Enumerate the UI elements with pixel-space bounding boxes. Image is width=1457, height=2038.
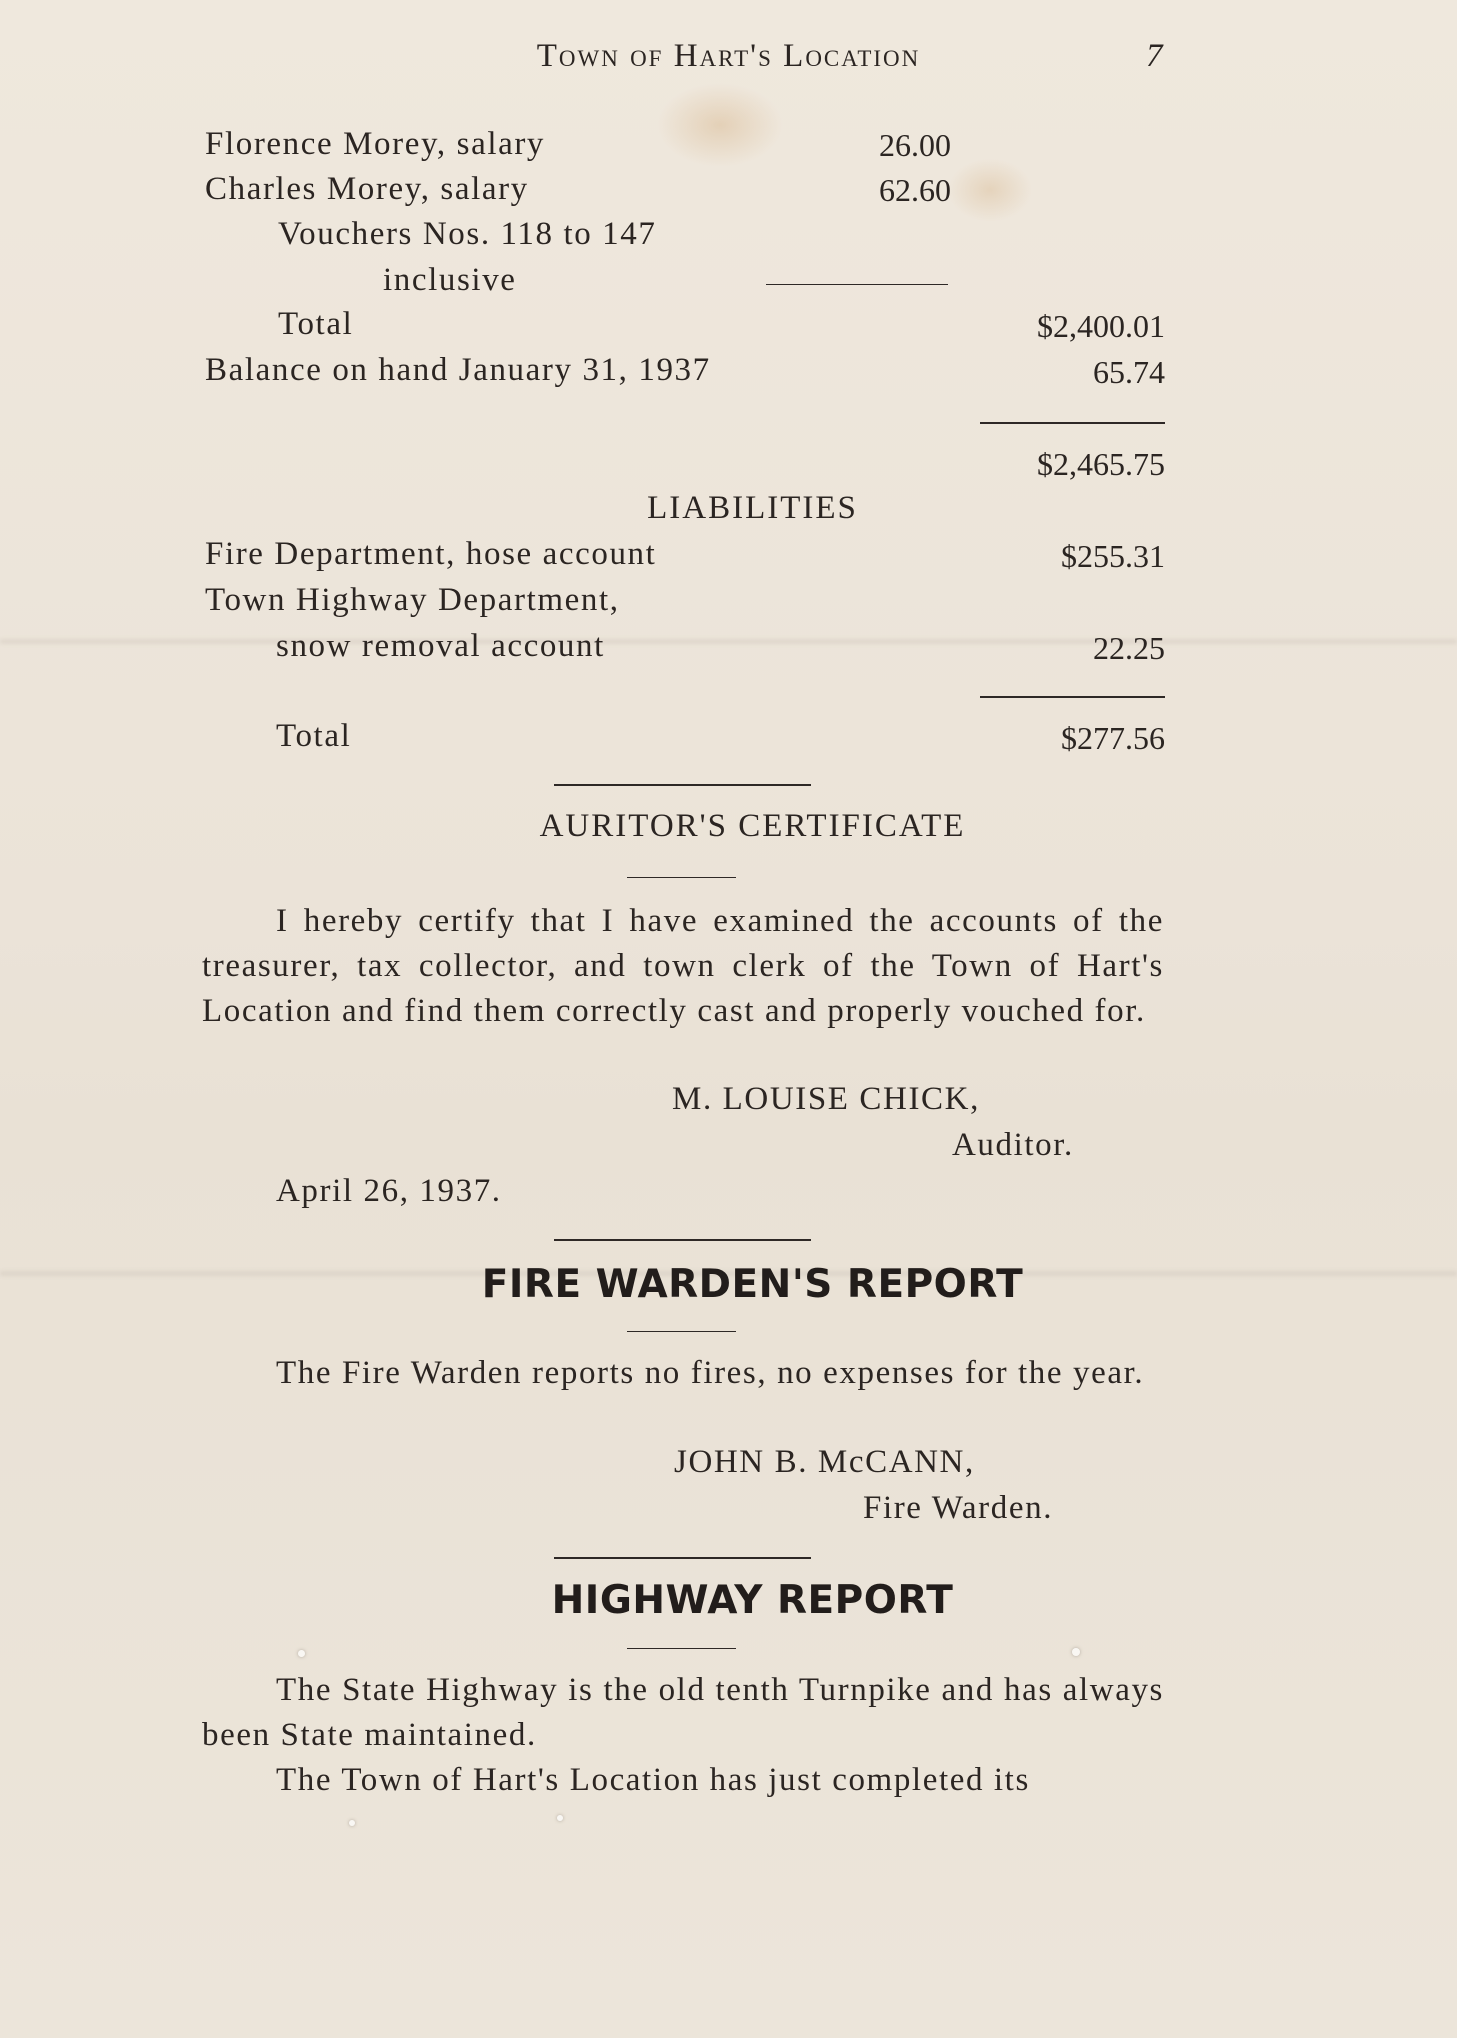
short-divider — [627, 1648, 736, 1649]
highway-heading: HIGHWAY REPORT — [551, 1578, 954, 1623]
fire-warden-body-text: The Fire Warden reports no fires, no expenses for the year. — [276, 1355, 1145, 1391]
section-divider — [554, 1557, 811, 1559]
liability-amount: 22.25 — [1093, 630, 1165, 666]
highway-paragraph: The Town of Hart's Location has just completed its — [276, 1762, 1030, 1798]
vouchers-line: Vouchers Nos. 118 to 147 — [278, 216, 657, 252]
total-value: $2,400.01 — [1037, 308, 1165, 344]
auditor-date: April 26, 1937. — [276, 1173, 502, 1209]
auditor-body-text: I hereby certify that I have examined the accounts of the treasurer, tax collector, and town clerk of the Town of Hart's Location and find them correctly cast and properly vouched for. — [202, 903, 1164, 1029]
sum-rule — [980, 696, 1165, 698]
payment-amount: 62.60 — [879, 172, 951, 208]
section-divider — [554, 784, 811, 786]
liabilities-heading: LIABILITIES — [647, 490, 858, 526]
paper-blemish — [557, 1815, 563, 1821]
payment-label: Charles Morey, salary — [205, 171, 529, 207]
page-number: 7 — [1146, 38, 1163, 74]
short-divider — [627, 877, 736, 878]
highway-body — [202, 1668, 1164, 1803]
sum-rule — [980, 422, 1165, 424]
liabilities-total-value: $277.56 — [1061, 720, 1165, 756]
auditor-body — [202, 899, 1164, 1034]
total-label: Total — [278, 306, 354, 342]
auditor-heading: AURITOR'S CERTIFICATE — [539, 808, 966, 844]
liabilities-total-label: Total — [276, 718, 352, 754]
grand-total: $2,465.75 — [1037, 446, 1165, 482]
payment-amount: 26.00 — [879, 127, 951, 163]
short-divider — [627, 1331, 736, 1332]
subtotal-rule — [766, 284, 948, 285]
balance-label: Balance on hand January 31, 1937 — [205, 352, 711, 388]
payment-label: Florence Morey, salary — [205, 126, 546, 162]
fire-warden-signature-name: JOHN B. McCANN, — [674, 1444, 975, 1480]
section-divider — [554, 1239, 811, 1241]
liability-amount: $255.31 — [1061, 538, 1165, 574]
paper-blemish — [1072, 1648, 1080, 1656]
paper-fold-crease — [0, 640, 1457, 643]
auditor-signature-name: M. LOUISE CHICK, — [672, 1081, 980, 1117]
fire-warden-signature-title: Fire Warden. — [863, 1490, 1054, 1526]
liability-label: snow removal account — [276, 628, 605, 664]
paper-blemish — [349, 1820, 355, 1826]
running-title: Town of Hart's Location — [536, 38, 921, 74]
liability-label: Town Highway Department, — [205, 582, 620, 618]
balance-value: 65.74 — [1093, 354, 1165, 390]
fire-warden-body — [202, 1351, 1164, 1396]
fire-warden-heading: FIRE WARDEN'S REPORT — [481, 1262, 1024, 1307]
liability-label: Fire Department, hose account — [205, 536, 657, 572]
paper-blemish — [298, 1650, 305, 1657]
highway-paragraph: The State Highway is the old tenth Turnpike and has always been State maintained. — [202, 1672, 1164, 1753]
vouchers-line: inclusive — [383, 262, 517, 298]
auditor-signature-title: Auditor. — [952, 1127, 1074, 1163]
